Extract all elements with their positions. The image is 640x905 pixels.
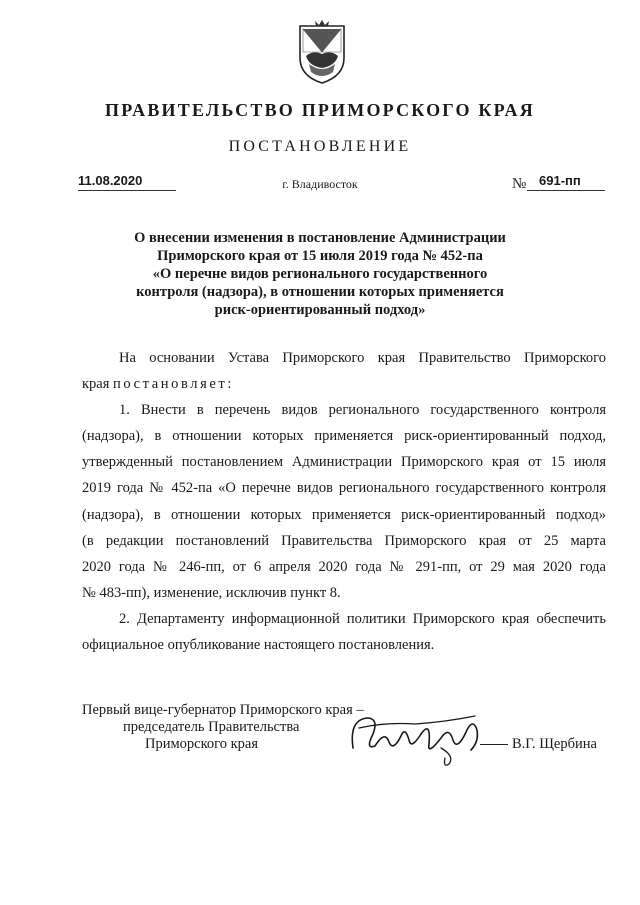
body-line: 1. Внести в перечень видов регионального государственного контроля [119,402,606,419]
body-line: (надзора), в отношении которых применяется риск-ориентированный подход» [82,506,606,523]
document-city: г. Владивосток [282,177,358,191]
coat-of-arms-emblem [295,20,349,86]
signer-position: Приморского края [145,736,259,752]
body-line: 2019 года № 452-па «О перечне видов регионального государственного контроля [82,480,606,497]
body-line: официальное опубликование настоящего постановления. [82,637,435,654]
subject-line: Приморского края от 15 июля 2019 года № 452-па [157,248,483,264]
body-line: (надзора), в отношении которых применяется риск-ориентированный подход, [82,428,606,445]
subject-line: О внесении изменения в постановление Администрации [134,230,506,246]
body-line: № 483-пп), изменение, исключив пункт 8. [82,584,341,601]
government-title: ПРАВИТЕЛЬСТВО ПРИМОРСКОГО КРАЯ [105,100,535,120]
document-date: 11.08.2020 [78,173,143,188]
signer-name: В.Г. Щербина [512,736,597,752]
body-line: 2. Департаменту информационной политики Приморского края обеспечить [119,610,606,627]
subject-line: риск-ориентированный подход» [214,302,426,318]
document-type: ПОСТАНОВЛЕНИЕ [228,138,412,155]
body-text: края [82,376,110,393]
document-number: 691-пп [539,173,581,188]
signer-position: Первый вице-губернатор Приморского края – [82,702,364,718]
body-line: На основании Устава Приморского края Правительство Приморского [119,350,606,366]
body-line [82,371,606,397]
decree-verb: постановляет: [113,376,234,393]
body-line: (в редакции постановлений Правительства Приморского края от 25 марта [82,532,606,549]
document-body [82,345,606,658]
body-line: утвержденный постановлением Администрации Приморского края от 15 июля [82,454,606,471]
body-line: 2020 года № 246-пп, от 6 апреля 2020 года № 291-пп, от 29 мая 2020 года [82,558,606,575]
subject-line: «О перечне видов регионального государственного [152,266,488,282]
number-sign: № [512,176,527,192]
document-subject [110,229,530,319]
signer-position: председатель Правительства [123,719,300,735]
number-underline [527,190,605,191]
subject-line: контроля (надзора), в отношении которых применяется [136,284,504,300]
handwritten-signature [345,700,515,770]
signature-dash [480,744,508,745]
